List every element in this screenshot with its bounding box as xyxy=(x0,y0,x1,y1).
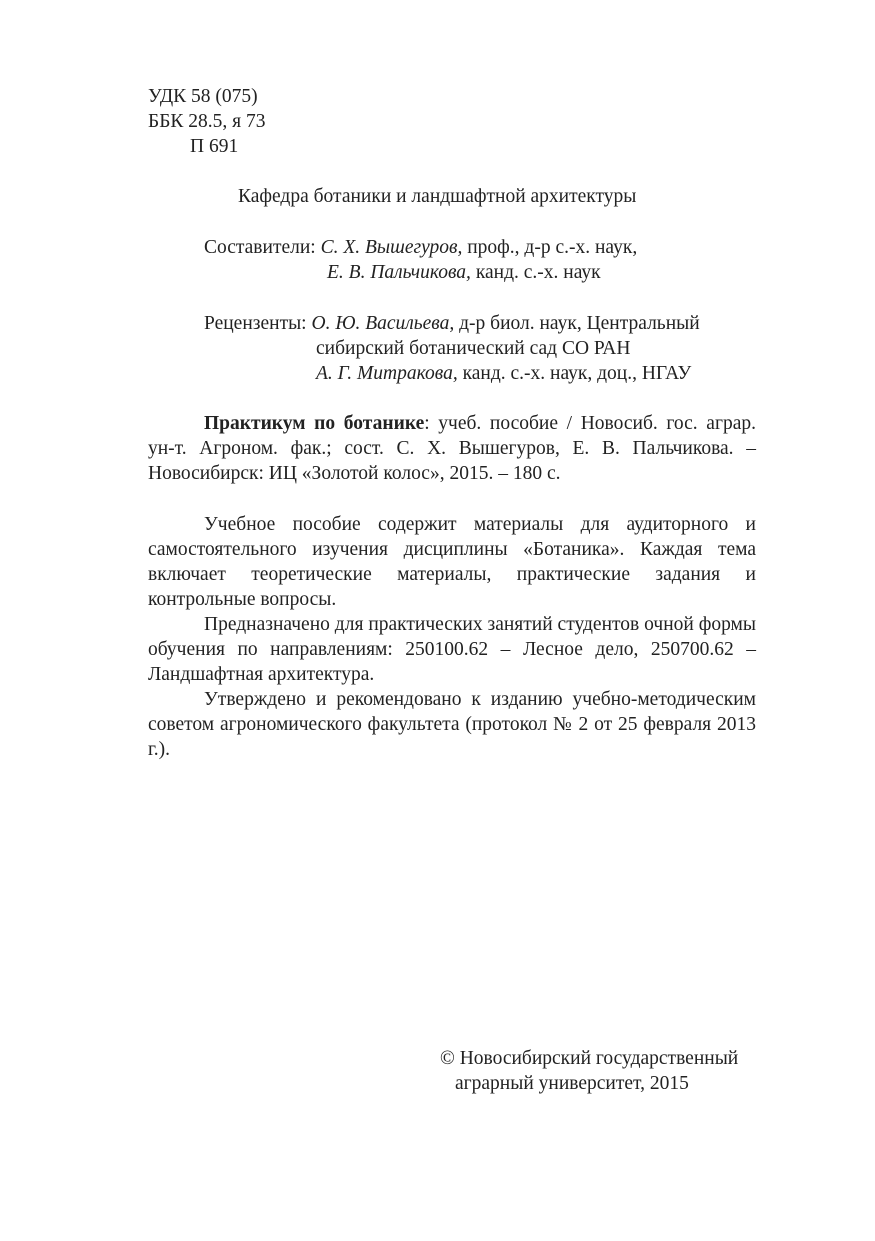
annotation-paragraph-1: Учебное пособие содержит материалы для аудиторного и самостоятельного изучения дисциплины «Ботаника». Каждая тема включает теоретические материалы, практические задания и контрольные вопросы. xyxy=(148,514,756,610)
department-name: Кафедра ботаники и ландшафтной архитектуры xyxy=(238,186,637,207)
reviewers-line-1 xyxy=(204,311,700,336)
compilers-line-1 xyxy=(204,235,637,260)
compiler-2-name: Е. В. Пальчикова, xyxy=(327,262,471,283)
reviewer-1-degree: д-р биол. наук, Центральный xyxy=(459,313,700,334)
reviewer-2-degree: канд. с.-х. наук, доц., НГАУ xyxy=(462,363,692,384)
annotation-paragraph-3: Утверждено и рекомендовано к изданию учебно-методическим советом агрономического факультета (протокол № 2 от 25 февраля 2013 г.). xyxy=(148,689,756,760)
compilers-line-2 xyxy=(327,260,601,285)
compilers-label: Составители: xyxy=(204,237,316,258)
annotation xyxy=(148,512,756,762)
copyright-line-1: © Новосибирский государственный xyxy=(440,1048,739,1069)
reviewer-2-name: А. Г. Митракова, xyxy=(316,363,458,384)
reviewer-1-name: О. Ю. Васильева, xyxy=(311,313,455,334)
book-title: Практикум по ботанике xyxy=(204,413,425,434)
compiler-1-degree: проф., д-р с.-х. наук, xyxy=(467,237,638,258)
reviewers-line-3 xyxy=(316,361,691,386)
reviewers-label: Рецензенты: xyxy=(204,313,307,334)
compiler-2-degree: канд. с.-х. наук xyxy=(475,262,601,283)
copyright-line-2: аграрный университет, 2015 xyxy=(455,1073,689,1094)
author-mark: П 691 xyxy=(190,136,239,157)
compiler-1-name: С. Х. Вышегуров, xyxy=(320,237,463,258)
citation-details: : учеб. пособие / Новосиб. гос. аграр. ун-т. Агроном. фак.; сост. С. Х. Вышегуров, Е. В. Пальчикова. – Новосибирск: ИЦ «Золотой колос», 2015. – 180 с. xyxy=(148,413,756,484)
reviewer-1-degree-cont: сибирский ботанический сад СО РАН xyxy=(316,338,631,359)
annotation-paragraph-2: Предназначено для практических занятий студентов очной формы обучения по направлениям: 250100.62 – Лесное дело, 250700.62 – Ландшафтная архитектура. xyxy=(148,614,756,685)
bbk-code: ББК 28.5, я 73 xyxy=(148,111,266,132)
udk-code: УДК 58 (075) xyxy=(148,86,258,107)
bibliographic-citation xyxy=(148,411,756,486)
